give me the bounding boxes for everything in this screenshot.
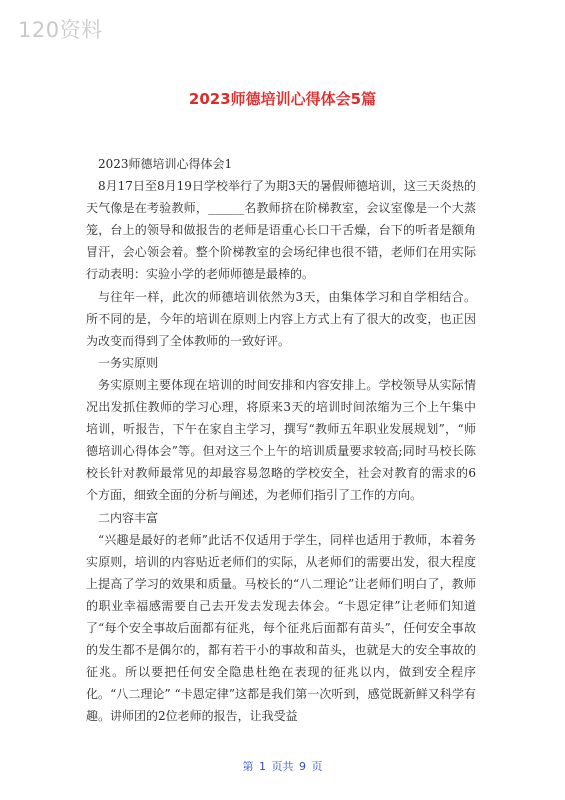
body-paragraph: “兴趣是最好的老师”此话不仅适用于学生，同样也适用于教师，本着务实原则，培训的内容贴近老师们的实际，从老师们的需要出发，很大程度上提高了学习的效果和质量。马校长的“八二理论”让老师们明白了，教师的职业幸福感需要自己去开发去发现去体会。“卡恩定律”让老师们知道了“每个安全事故后面都有征兆，每个征兆后面都有苗头”，任何安全事故的发生都不是偶尔的，都有若干小的事故和苗头，也就是大的安全事故的征兆。所以要把任何安全隐患杜绝在表现的征兆以内，做到安全程序化。“八二理论” “卡恩定律”这都是我们第一次听到，感觉既新鲜又科学有趣。讲师团的2位老师的报告，让我受益 bbox=[86, 532, 476, 724]
body-paragraph: 务实原则主要体现在培训的时间安排和内容安排上。学校领导从实际情况出发抓住教师的学习心理，将原来3天的培训时间浓缩为三个上午集中培训，听报告，下午在家自主学习，撰写“教师五年职业发展规划”，“师德培训心得体会”等。但对这三个上午的培训质量要求较高;同时马校长陈校长针对教师最常见的却最容易忽略的学校安全，社会对教育的需求的6个方面，细致全面的分析与阐述，为老师们指引了工作的方向。 bbox=[86, 377, 476, 503]
footer-suffix: 页 bbox=[311, 760, 323, 773]
footer-middle: 页共 bbox=[271, 760, 294, 773]
sub-heading: 二内容丰富 bbox=[98, 510, 159, 525]
body-paragraph: 与往年一样，此次的师德培训依然为3天，由集体学习和自学相结合。所不同的是，今年的培训在原则上内容上方式上有了很大的改变，也正因为改变而得到了全体教师的一致好评。 bbox=[86, 289, 476, 348]
footer-prefix: 第 bbox=[242, 760, 254, 773]
page-total: 9 bbox=[299, 760, 306, 773]
body-paragraph: 8月17日至8月19日学校举行了为期3天的暑假师德培训，这三天炎热的天气像是在考验教师，______名教师挤在阶梯教室，会议室像是一个大蒸笼，台上的领导和做报告的老师是语重心长口干舌燥，台下的听者是额角冒汗，会心领会着。整个阶梯教室的会场纪律也很不错，老师们在用实际行动表明：实验小学的老师师德是最棒的。 bbox=[86, 179, 476, 282]
watermark: 120资料 bbox=[18, 18, 103, 42]
document-title: 2023师德培训心得体会5篇 bbox=[188, 90, 377, 108]
page-footer bbox=[0, 758, 565, 774]
document-body bbox=[86, 153, 476, 727]
section-heading: 2023师德培训心得体会1 bbox=[98, 157, 233, 171]
page-number: 1 bbox=[259, 760, 266, 773]
sub-heading: 一务实原则 bbox=[98, 355, 159, 370]
